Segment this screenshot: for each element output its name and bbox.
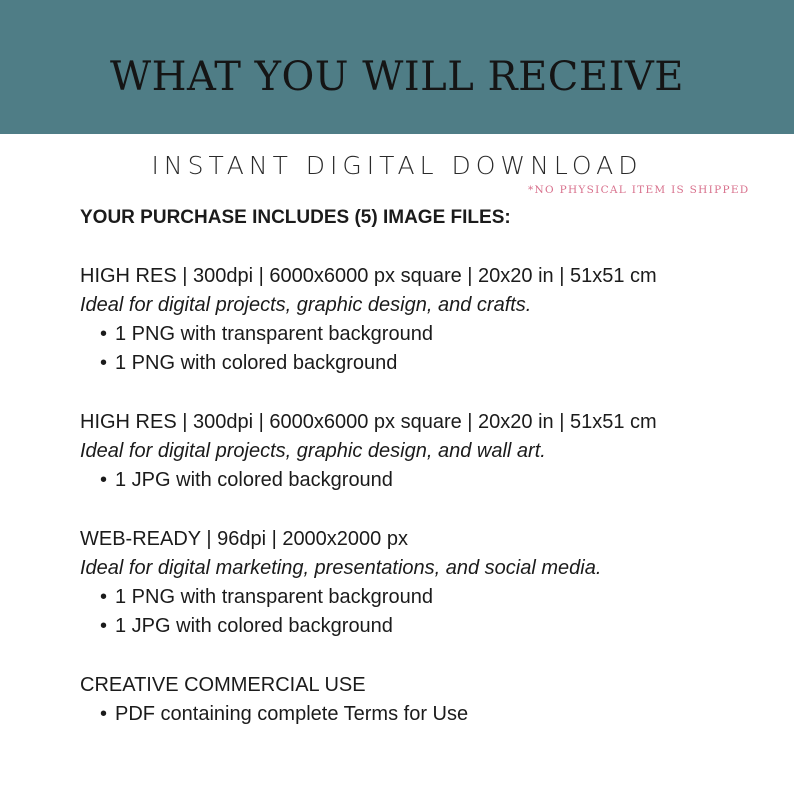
subtitle: INSTANT DIGITAL DOWNLOAD xyxy=(151,151,643,180)
file-list xyxy=(80,320,780,378)
list-item: • 1 PNG with colored background xyxy=(80,349,780,378)
list-item: • 1 PNG with transparent background xyxy=(80,320,780,349)
file-spec: WEB-READY | 96dpi | 2000x2000 px xyxy=(80,528,408,550)
file-spec: HIGH RES | 300dpi | 6000x6000 px square | 20x20 in | 51x51 cm xyxy=(80,265,657,287)
content xyxy=(80,204,780,729)
file-list xyxy=(80,583,780,641)
file-description: Ideal for digital projects, graphic design, and wall art. xyxy=(80,440,546,462)
file-description: Ideal for digital marketing, presentations, and social media. xyxy=(80,557,602,579)
includes-heading: YOUR PURCHASE INCLUDES (5) IMAGE FILES: xyxy=(80,207,511,228)
list-item: • 1 JPG with colored background xyxy=(80,466,780,495)
bullet-icon: • xyxy=(100,469,108,491)
file-group xyxy=(80,262,780,378)
license-group xyxy=(80,671,780,729)
header-banner xyxy=(0,0,794,134)
bullet-icon: • xyxy=(100,352,108,374)
bullet-icon: • xyxy=(100,703,108,725)
page-title: WHAT YOU WILL RECEIVE xyxy=(110,54,684,100)
list-item: • 1 JPG with colored background xyxy=(80,612,780,641)
file-group xyxy=(80,408,780,495)
shipping-note: *NO PHYSICAL ITEM IS SHIPPED xyxy=(528,184,750,196)
bullet-icon: • xyxy=(100,586,108,608)
file-description: Ideal for digital projects, graphic design, and crafts. xyxy=(80,294,532,316)
license-list xyxy=(80,700,780,729)
list-item: • 1 PNG with transparent background xyxy=(80,583,780,612)
file-list xyxy=(80,466,780,495)
bullet-icon: • xyxy=(100,323,108,345)
file-spec: HIGH RES | 300dpi | 6000x6000 px square | 20x20 in | 51x51 cm xyxy=(80,411,657,433)
list-item: • PDF containing complete Terms for Use xyxy=(80,700,780,729)
bullet-icon: • xyxy=(100,615,108,637)
license-heading: CREATIVE COMMERCIAL USE xyxy=(80,674,366,696)
file-group xyxy=(80,525,780,641)
